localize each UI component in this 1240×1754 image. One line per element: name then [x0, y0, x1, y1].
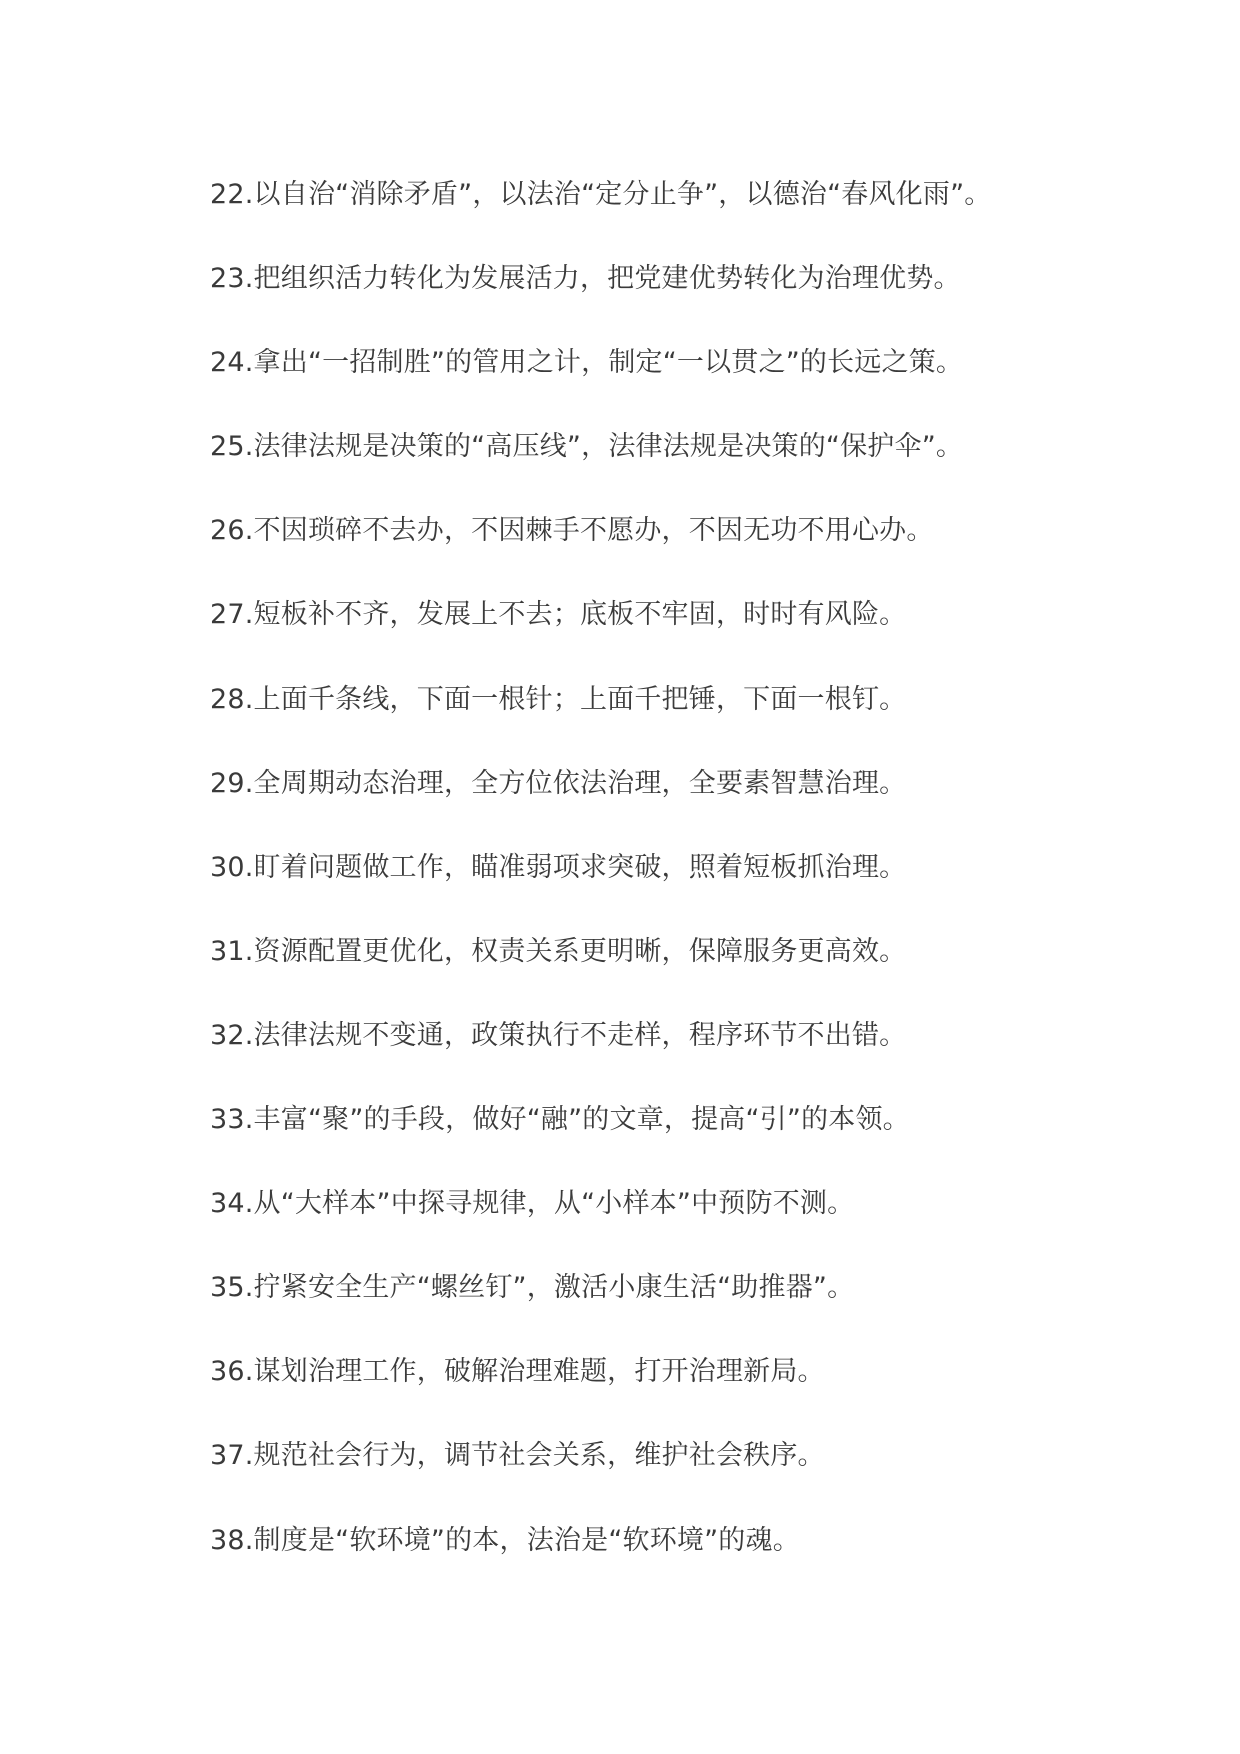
- sentence-23: 23.把组织活力转化为发展活力，把党建优势转化为治理优势。: [210, 263, 961, 295]
- sentence-32: 32.法律法规不变通，政策执行不走样，程序环节不出错。: [210, 1019, 907, 1051]
- sentence-34: 34.从“大样本”中探寻规律，从“小样本”中预防不测。: [210, 1188, 855, 1220]
- sentence-33: 33.丰富“聚”的手段，做好“融”的文章，提高“引”的本领。: [210, 1104, 910, 1136]
- sentence-38: 38.制度是“软环境”的本，法治是“软环境”的魂。: [210, 1524, 800, 1556]
- sentence-24: 24.拿出“一招制胜”的管用之计，制定“一以贯之”的长远之策。: [210, 347, 964, 379]
- sentence-28: 28.上面千条线，下面一根针；上面千把锤，下面一根钉。: [210, 683, 907, 715]
- sentence-list: [210, 174, 1190, 1604]
- sentence-22: 22.以自治“消除矛盾”，以法治“定分止争”，以德治“春风化雨”。: [210, 179, 992, 210]
- sentence-27: 27.短板补不齐，发展上不去；底板不牢固，时时有风险。: [210, 599, 907, 631]
- sentence-30: 30.盯着问题做工作，瞄准弱项求突破，照着短板抓治理。: [210, 851, 907, 883]
- sentence-35: 35.拧紧安全生产“螺丝钉”，激活小康生活“助推器”。: [210, 1272, 855, 1304]
- sentence-26: 26.不因琐碎不去办，不因棘手不愿办，不因无功不用心办。: [210, 515, 934, 547]
- sentence-37: 37.规范社会行为，调节社会关系，维护社会秩序。: [210, 1440, 825, 1472]
- sentence-25: 25.法律法规是决策的“高压线”，法律法规是决策的“保护伞”。: [210, 431, 964, 463]
- sentence-31: 31.资源配置更优化，权责关系更明晰，保障服务更高效。: [210, 935, 907, 967]
- sentence-29: 29.全周期动态治理，全方位依法治理，全要素智慧治理。: [210, 767, 907, 799]
- sentence-36: 36.谋划治理工作，破解治理难题，打开治理新局。: [210, 1356, 825, 1388]
